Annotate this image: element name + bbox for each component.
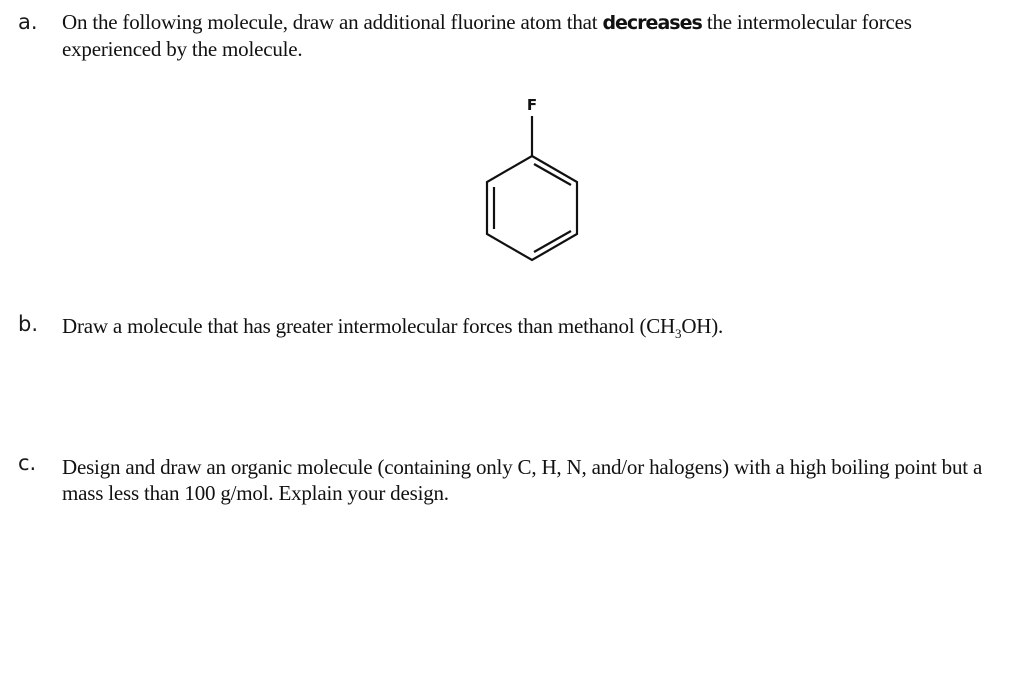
question-a-letter: a. bbox=[18, 10, 38, 34]
question-b-text-after: OH). bbox=[681, 314, 724, 338]
question-c-text: Design and draw an organic molecule (containing only C, H, N, and/or halogens) with a high boiling point but a mass less than 100 g/mol. Explain your design. bbox=[62, 455, 983, 505]
fluorobenzene-structure bbox=[470, 90, 600, 280]
question-b-letter: b. bbox=[18, 312, 39, 336]
question-a-text-before: On the following molecule, draw an additional fluorine atom that bbox=[62, 10, 603, 34]
question-a-emphasis: decreases bbox=[602, 12, 702, 34]
question-a-text bbox=[62, 9, 1007, 62]
question-b-subscript: 3 bbox=[675, 326, 682, 342]
question-a-text-after: the intermolecular forces experienced by the molecule. bbox=[62, 10, 912, 61]
fluorine-atom-label: F bbox=[526, 96, 538, 114]
question-b-text bbox=[62, 313, 1007, 342]
benzene-ring bbox=[487, 156, 577, 260]
question-b-text-before: Draw a molecule that has greater intermolecular forces than methanol (CH bbox=[62, 314, 676, 338]
question-c-letter: c. bbox=[18, 451, 37, 475]
